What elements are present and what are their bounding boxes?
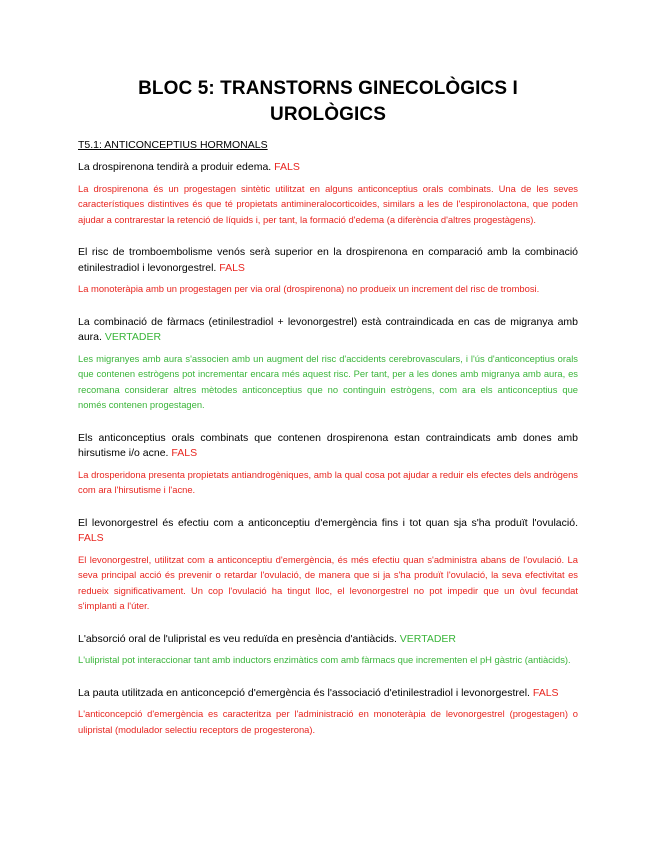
answer-text: El levonorgestrel, utilitzat com a anticonceptiu d'emergència, és més efectiu quan s'administra abans de l'ovulació. La seva principal acció és prevenir o retardar l'ovulació, de manera que si ja s'ha produït l'ovulació, la seva efectivitat es redueix significativament. Un cop l'ovulació ha tingut lloc, el levonorgestrel no pot impedir que un òvul fecundat s'implanti a l'úter. [78, 553, 578, 611]
qa-item [78, 245, 578, 297]
section-heading: T5.1: ANTICONCEPTIUS HORMONALS [78, 139, 268, 151]
verdict-label: VERTADER [104, 331, 162, 343]
qa-item [78, 315, 578, 413]
question-statement: El levonorgestrel és efectiu com a anticonceptiu d'emergència fins i tot quan sja s'ha produït l'ovulació. [78, 516, 578, 529]
answer-text: L'anticoncepció d'emergència es caracteritza per l'administració en monoteràpia de levonorgestrel (progestagen) o ulipristal (modulador selectiu receptors de progesterona). [78, 708, 578, 735]
qa-item [78, 686, 578, 738]
question-text [78, 686, 578, 702]
question-statement: El risc de tromboembolisme venós serà superior en la drospirenona en comparació amb la combinació etinilestradiol i levonorgestrel. [78, 246, 578, 274]
qa-item [78, 516, 578, 614]
question-text [78, 160, 578, 176]
question-statement: L'absorció oral de l'ulipristal es veu reduïda en presència d'antiàcids. [78, 632, 397, 645]
verdict-label: FALS [532, 686, 559, 699]
verdict-label: FALS [274, 161, 300, 173]
question-text [78, 245, 578, 276]
answer-text: L'ulipristal pot interaccionar tant amb inductors enzimàtics com amb fàrmacs que incrementen el pH gàstric (antiàcids). [78, 654, 571, 665]
answer-text: La monoteràpia amb un progestagen per via oral (drospirenona) no produeix un increment del risc de trombosi. [78, 283, 540, 294]
answer-text: La drosperidona presenta propietats antiandrogèniques, amb la qual cosa pot ajudar a reduir els efectes dels andrògens com ara l'hirsutisme i l'acne. [78, 468, 578, 495]
question-statement: Els anticonceptius orals combinats que contenen drospirenona estan contraindicats amb dones amb hirsutisme i/o acne. [78, 431, 578, 459]
qa-item [78, 632, 578, 668]
question-text [78, 632, 578, 648]
question-statement: La drospirenona tendirà a produir edema. [78, 161, 272, 173]
qa-item [78, 160, 578, 227]
verdict-label: VERTADER [399, 632, 457, 645]
answer-text: Les migranyes amb aura s'associen amb un augment del risc d'accidents cerebrovasculars, i l'ús d'anticonceptius orals que contenen estrògens pot incrementar encara més aquest risc. Per tant, per a les dones amb migranya amb aura, es recomana considerar altres mètodes anticonceptius que no continguin estrògens, com ara els anticonceptius que només contenen progestagen. [78, 352, 578, 410]
question-statement: La combinació de fàrmacs (etinilestradiol + levonorgestrel) està contraindicada en cas de migranya amb aura. [78, 315, 578, 343]
verdict-label: FALS [219, 261, 245, 274]
question-text [78, 315, 578, 346]
question-text [78, 431, 578, 462]
verdict-label: FALS [78, 532, 104, 544]
qa-list [78, 160, 578, 755]
page-title: BLOC 5: TRANSTORNS GINECOLÒGICS I UROLÒGICS [138, 78, 518, 125]
question-text [78, 516, 578, 547]
verdict-label: FALS [171, 447, 198, 459]
answer-text: La drospirenona és un progestagen sintètic utilitzat en alguns anticonceptius orals combinats. Una de les seves característiques distintives és que té propietats antimineralocorticoides, similars a les de l'espironolactona, que poden ajudar a contrarestar la retenció de líquids i, per tant, la formació d'edema (a diferència d'altres progestàgens). [78, 182, 578, 225]
question-statement: La pauta utilitzada en anticoncepció d'emergència és l'associació d'etinilestradiol i levonorgestrel. [78, 686, 530, 699]
qa-item [78, 431, 578, 498]
